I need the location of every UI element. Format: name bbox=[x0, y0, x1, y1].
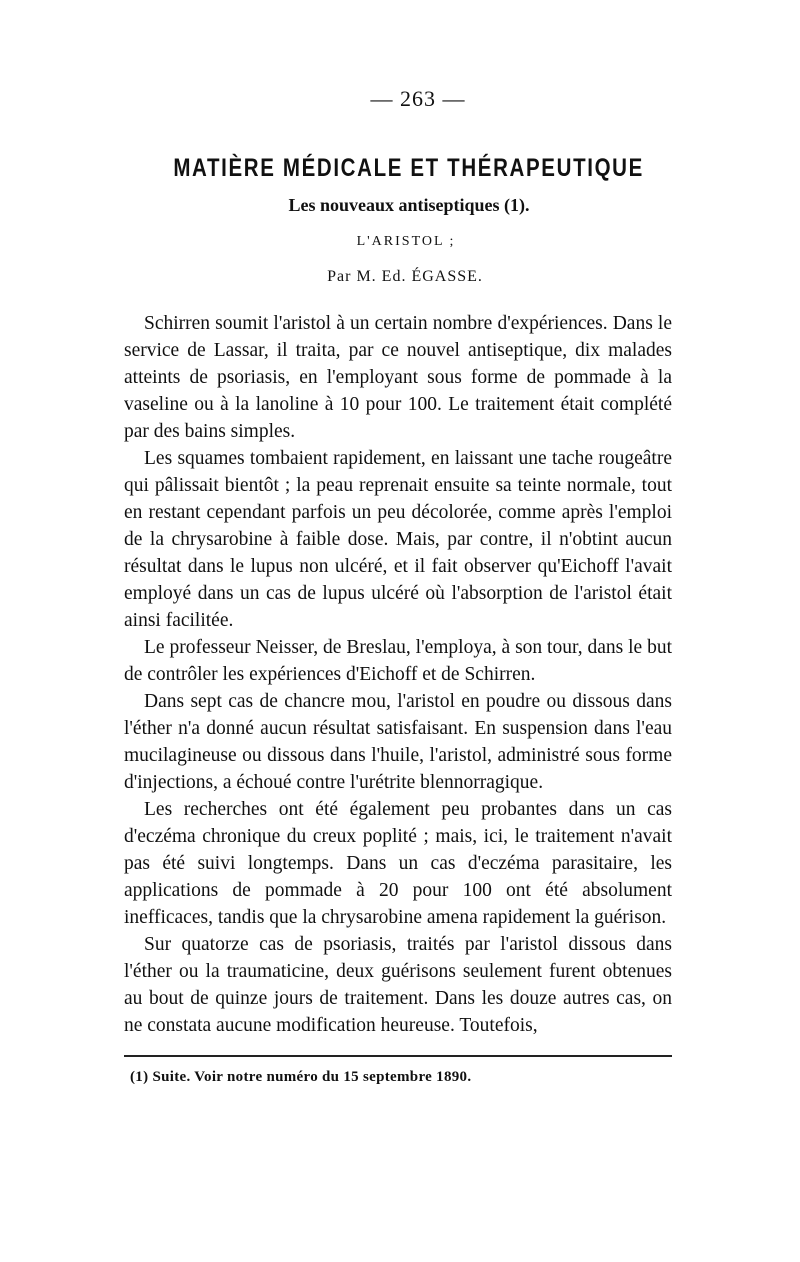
document-page bbox=[124, 86, 672, 1086]
paragraph-2: Les squames tombaient rapidement, en laissant une tache rougeâtre qui pâlissait bientôt ; la peau reprenait ensuite sa teinte normale, tout en restant cependant parfois un peu décolorée, comme après l'emploi de la chrysarobine à faible dose. Mais, par contre, il n'obtint aucun résultat dans le lupus non ulcéré, et il fait observer qu'Eichoff l'avait employé dans un cas de lupus ulcéré où l'absorption de l'aristol était ainsi facilitée. bbox=[124, 448, 672, 631]
article-body bbox=[124, 310, 672, 1039]
paragraph-3: Le professeur Neisser, de Breslau, l'employa, à son tour, dans le but de contrôler les expériences d'Eichoff et de Schirren. bbox=[124, 637, 672, 685]
paragraph-4: Dans sept cas de chancre mou, l'aristol en poudre ou dissous dans l'éther n'a donné aucun résultat satisfaisant. En suspension dans l'eau mucilagineuse ou dissous dans l'huile, l'aristol, administré sous forme d'injections, a échoué contre l'urétrite blennorragique. bbox=[124, 691, 672, 793]
article-subtitle: Les nouveaux antiseptiques (1). bbox=[288, 195, 530, 215]
paragraph-5: Les recherches ont été également peu probantes dans un cas d'eczéma chronique du creux poplité ; mais, ici, le traitement n'avait pas été suivi longtemps. Dans un cas d'eczéma parasitaire, les applications de pommade à 20 pour 100 ont été absolument inefficaces, tandis que la chrysarobine amena rapidement la guérison. bbox=[124, 799, 672, 928]
footnote: (1) Suite. Voir notre numéro du 15 septembre 1890. bbox=[130, 1069, 472, 1085]
page-number: — 263 — bbox=[370, 86, 466, 111]
section-title: MATIÈRE MÉDICALE ET THÉRAPEUTIQUE bbox=[173, 154, 644, 182]
article-subject: L'ARISTOL ; bbox=[356, 234, 456, 249]
paragraph-1: Schirren soumit l'aristol à un certain nombre d'expériences. Dans le service de Lassar, il traita, par ce nouvel antiseptique, dix malades atteints de psoriasis, en l'employant sous forme de pommade à la vaseline ou à la lanoline à 10 pour 100. Le traitement était complété par des bains simples. bbox=[124, 313, 672, 442]
article-author: Par M. Ed. ÉGASSE. bbox=[327, 268, 483, 285]
footnote-divider bbox=[124, 1055, 672, 1057]
paragraph-6: Sur quatorze cas de psoriasis, traités par l'aristol dissous dans l'éther ou la traumaticine, deux guérisons seulement furent obtenues au bout de quinze jours de traitement. Dans les douze autres cas, on ne constata aucune modification heureuse. Toutefois, bbox=[124, 934, 672, 1036]
